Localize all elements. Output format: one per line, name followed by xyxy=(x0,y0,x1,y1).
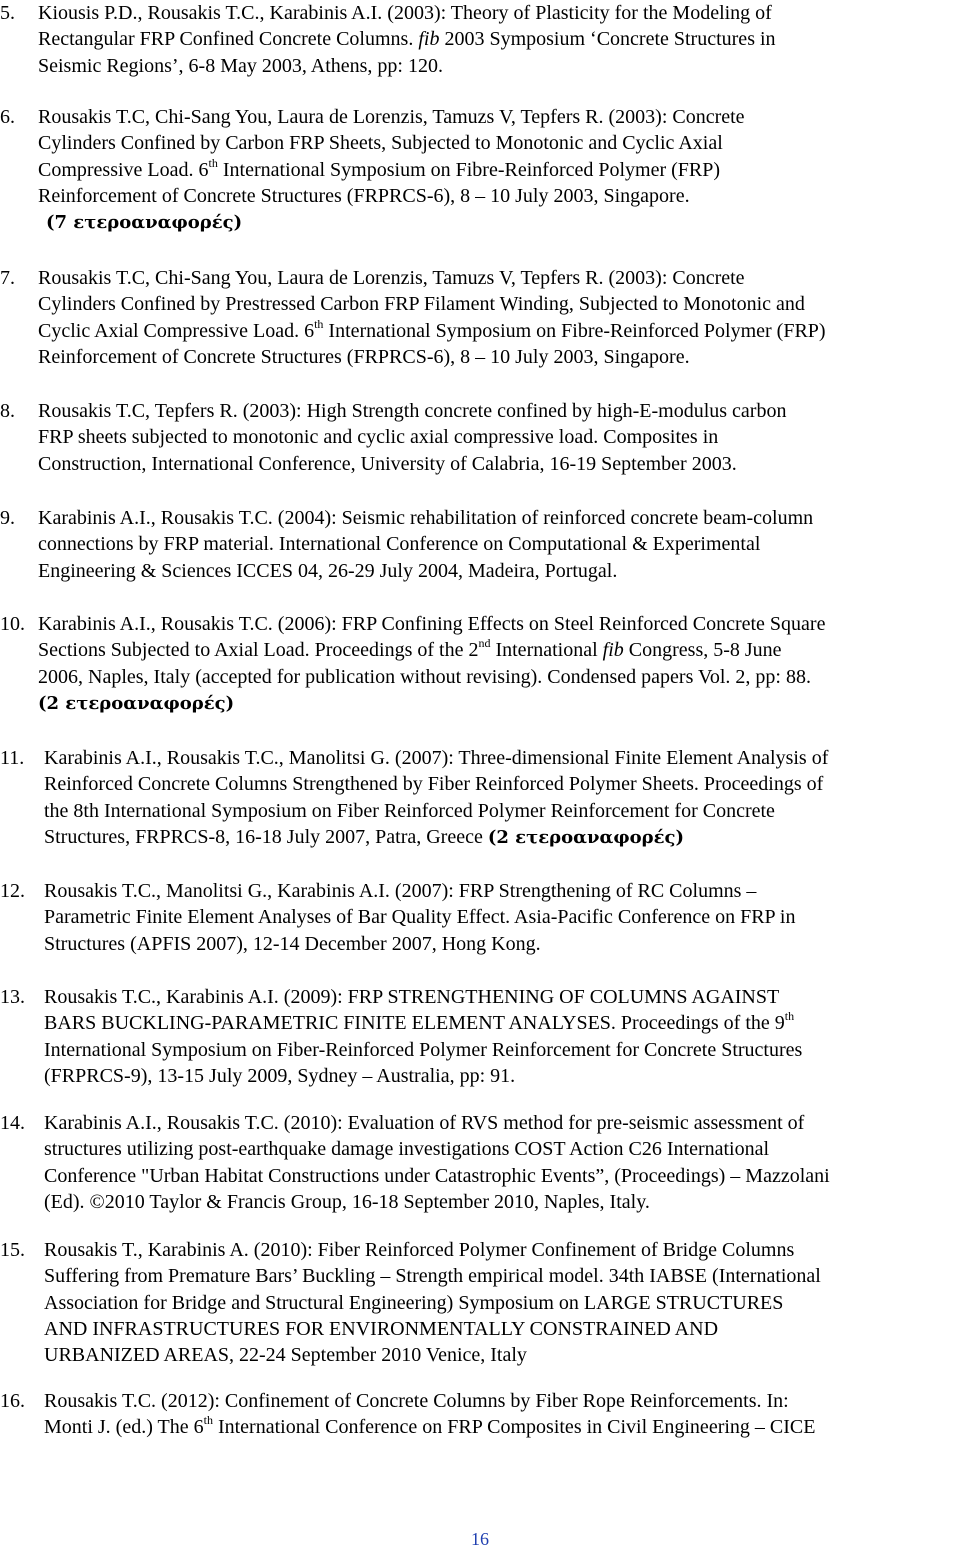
reference-item xyxy=(0,1237,960,1368)
reference-number: 9. xyxy=(0,507,15,529)
reference-text: Rousakis T.C, Chi-Sang You, Laura de Lorenzis, Tamuzs V, Tepfers R. (2003): Concrete Cylinders Confined by Prestressed Carbon FRP Filament Winding, Subjected to Monotonic and Cyclic Axial Compressive Load. 6th International Symposium on Fibre-Reinforced Polymer (FRP) Reinforcement of Concrete Structures (FRPRCS-6), 8 – 10 July 2003, Singapore. xyxy=(38,267,826,368)
reference-text: Karabinis A.I., Rousakis T.C. (2004): Seismic rehabilitation of reinforced concrete beam-column connections by FRP material. International Conference on Computational & Experimental Engineering & Sciences ICCES 04, 26-29 July 2004, Madeira, Portugal. xyxy=(38,507,814,582)
reference-text: Karabinis A.I., Rousakis T.C., Manolitsi G. (2007): Three-dimensional Finite Element Analysis of Reinforced Concrete Columns Strengthened by Fiber Reinforced Polymer Sheets. Proceedings of the 8th International Symposium on Fiber Reinforced Polymer Reinforcement for Concrete Structures, FRPRCS-8, 16-18 July 2007, Patra, Greece (2 ετεροαναφορές) xyxy=(44,747,829,848)
reference-text: Rousakis T.C. (2012): Confinement of Concrete Columns by Fiber Rope Reinforcements. In: Monti J. (ed.) The 6th International Conference on FRP Composites in Civil Engineering – CICE xyxy=(44,1390,816,1439)
reference-text: Rousakis T.C., Manolitsi G., Karabinis A.I. (2007): FRP Strengthening of RC Columns – Parametric Finite Element Analyses of Bar Quality Effect. Asia-Pacific Conference on FRP in Structures (APFIS 2007), 12-14 December 2007, Hong Kong. xyxy=(44,880,796,955)
reference-number: 7. xyxy=(0,267,15,289)
reference-number: 5. xyxy=(0,2,15,24)
reference-item xyxy=(0,104,960,236)
reference-number: 10. xyxy=(0,613,25,635)
reference-item xyxy=(0,611,960,717)
reference-item xyxy=(0,1110,960,1215)
reference-number: 6. xyxy=(0,106,15,128)
reference-number: 12. xyxy=(0,880,25,902)
reference-text: Kiousis P.D., Rousakis T.C., Karabinis A.I. (2003): Theory of Plasticity for the Modeling of Rectangular FRP Confined Concrete Columns. fib 2003 Symposium ‘Concrete Structures in Seismic Regions’, 6-8 May 2003, Athens, pp: 120. xyxy=(38,2,776,77)
reference-number: 16. xyxy=(0,1390,25,1412)
reference-number: 13. xyxy=(0,986,25,1008)
reference-text: Karabinis A.I., Rousakis T.C. (2006): FRP Confining Effects on Steel Reinforced Concrete Square Sections Subjected to Axial Load. Proceedings of the 2nd International fib Congress, 5-8 June 2006, Naples, Italy (accepted for publication without revising). Condensed papers Vol. 2, pp: 88. (2 ετεροαναφορές) xyxy=(38,613,826,714)
citation-count: (2 ετεροαναφορές) xyxy=(487,826,685,848)
reference-text: Rousakis T.C., Karabinis A.I. (2009): FRP STRENGTHENING OF COLUMNS AGAINST BARS BUCKLING-PARAMETRIC FINITE ELEMENT ANALYSES. Proceedings of the 9th International Symposium on Fiber-Reinforced Polymer Reinforcement for Concrete Structures (FRPRCS-9), 13-15 July 2009, Sydney – Australia, pp: 91. xyxy=(44,986,803,1087)
citation-count: (7 ετεροαναφορές) xyxy=(46,212,243,234)
reference-number: 11. xyxy=(0,747,25,769)
citation-count: (2 ετεροαναφορές) xyxy=(38,692,235,714)
reference-number: 14. xyxy=(0,1112,25,1134)
page-number: 16 xyxy=(471,1529,489,1549)
reference-text: Rousakis T.C, Chi-Sang You, Laura de Lorenzis, Tamuzs V, Tepfers R. (2003): Concrete Cylinders Confined by Carbon FRP Sheets, Subjected to Monotonic and Cyclic Axial Compressive Load. 6th International Symposium on Fibre-Reinforced Polymer (FRP) Reinforcement of Concrete Structures (FRPRCS-6), 8 – 10 July 2003, Singapore. (7 ετεροαναφορές) xyxy=(38,106,745,234)
reference-item xyxy=(0,1388,960,1441)
reference-item xyxy=(0,398,960,477)
reference-number: 15. xyxy=(0,1239,25,1261)
reference-text: Rousakis T.C, Tepfers R. (2003): High Strength concrete confined by high-E-modulus carbon FRP sheets subjected to monotonic and cyclic axial compressive load. Composites in Construction, International Conference, University of Calabria, 16-19 September 2003. xyxy=(38,400,787,475)
reference-item xyxy=(0,878,960,957)
reference-item xyxy=(0,265,960,370)
reference-item xyxy=(0,745,960,851)
reference-text: Karabinis A.I., Rousakis T.C. (2010): Evaluation of RVS method for pre-seismic assessment of structures utilizing post-earthquake damage investigations COST Action C26 International Conference "Urban Habitat Constructions under Catastrophic Events”, (Proceedings) – Mazzolani (Ed). ©2010 Taylor & Francis Group, 16-18 September 2010, Naples, Italy. xyxy=(44,1112,830,1213)
reference-text: Rousakis T., Karabinis A. (2010): Fiber Reinforced Polymer Confinement of Bridge Columns Suffering from Premature Bars’ Buckling – Strength empirical model. 34th IABSE (International Association for Bridge and Structural Engineering) Symposium on LARGE STRUCTURES AND INFRASTRUCTURES FOR ENVIRONMENTALLY CONSTRAINED AND URBANIZED AREAS, 22-24 September 2010 Venice, Italy xyxy=(44,1239,821,1367)
reference-item xyxy=(0,0,960,79)
reference-item xyxy=(0,505,960,584)
reference-item xyxy=(0,984,960,1089)
reference-number: 8. xyxy=(0,400,15,422)
